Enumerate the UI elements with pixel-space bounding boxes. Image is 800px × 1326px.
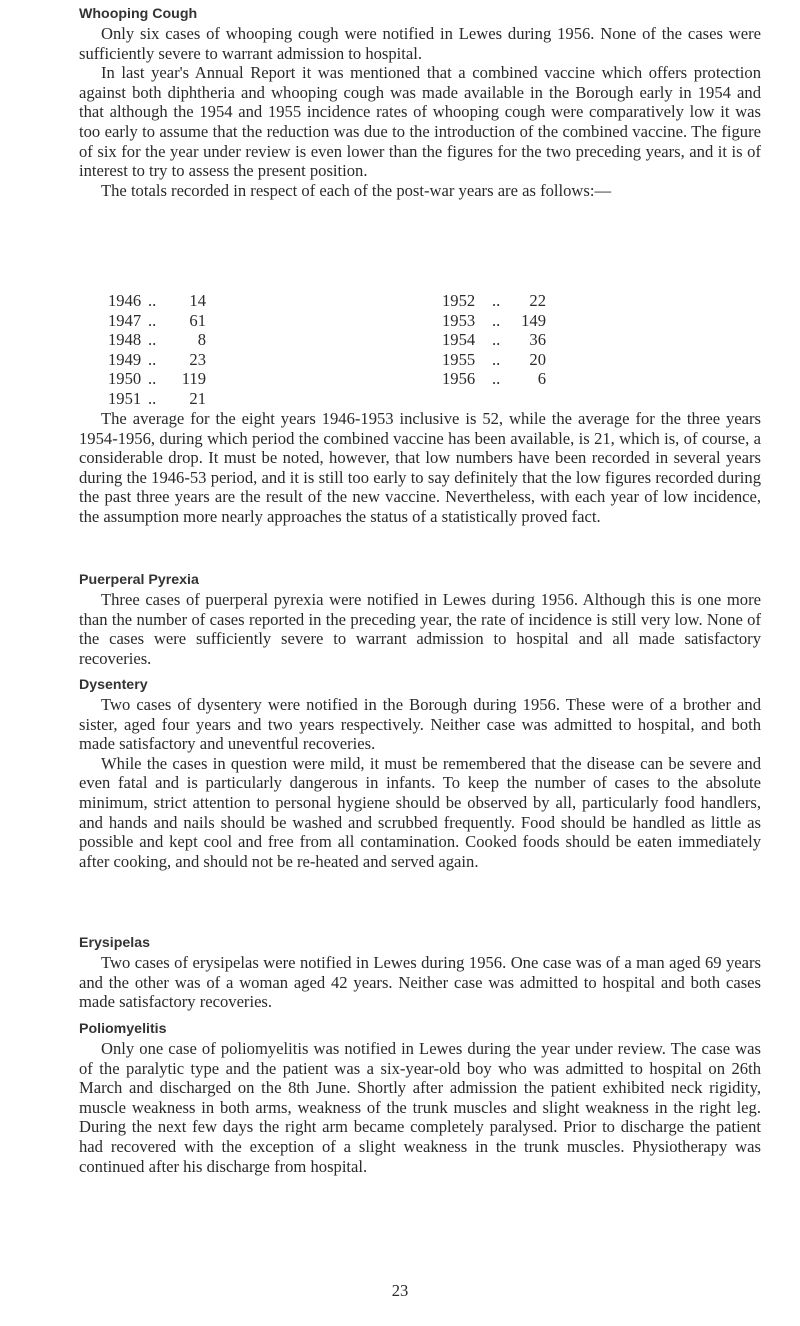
count-cell: 149 — [521, 310, 546, 330]
section-puerperal-pyrexia — [79, 571, 761, 668]
section-whooping-cough — [79, 5, 761, 200]
leader-dots: .. — [148, 388, 157, 408]
paragraph: Two cases of dysentery were notified in the Borough during 1956. These were of a brother and sister, aged four years and two years respectively. Neither case was admitted to hospital, and both made satisfactory and uneventful recoveries. — [79, 695, 761, 754]
year-cell: 1951 — [108, 388, 142, 408]
leader-dots: .. — [492, 330, 501, 350]
count-cell: 20 — [529, 349, 546, 369]
year-cell: 1956 — [442, 369, 476, 389]
paragraph: While the cases in question were mild, it must be remembered that the disease can be severe and even fatal and is particularly dangerous in infants. To keep the number of cases to the absolute minimum, strict attention to personal hygiene should be observed by all, particularly food handlers, and hands and nails should be washed and scrubbed frequently. Food should be handled as little as possible and kept cool and free from all contamination. Cooked foods should be eaten immediately after cooking, and should not be re-heated and served again. — [79, 753, 761, 871]
count-cell: 119 — [181, 369, 206, 389]
section-whooping-cough-continued — [79, 409, 761, 527]
leader-dots: .. — [492, 310, 501, 330]
year-cell: 1949 — [108, 349, 142, 369]
count-cell: 22 — [529, 291, 546, 310]
table-row — [108, 389, 668, 409]
year-cell: 1947 — [108, 310, 142, 330]
year-cell: 1948 — [108, 330, 142, 350]
section-erysipelas — [79, 934, 761, 1012]
count-cell: 36 — [529, 330, 546, 350]
count-cell: 14 — [189, 291, 206, 310]
year-cell: 1954 — [442, 330, 476, 350]
year-cell: 1946 — [108, 291, 142, 310]
leader-dots: .. — [492, 369, 501, 389]
year-cell: 1953 — [442, 310, 476, 330]
paragraph: The average for the eight years 1946-1953 inclusive is 52, while the average for the three years 1954-1956, during which period the combined vaccine has been available, is 21, which is, of course, a considerable drop. It must be noted, however, that low numbers have been recorded in several years during the 1946-53 period, and it is still too early to say definitely that the low figures recorded during the past three years are the result of the new vaccine. Nevertheless, with each year of low incidence, the assumption more nearly approaches the status of a statistically proved fact. — [79, 409, 761, 526]
table-row — [108, 291, 668, 311]
table-row — [108, 369, 668, 389]
count-cell: 6 — [537, 369, 546, 389]
leader-dots: .. — [492, 291, 501, 310]
count-cell: 23 — [189, 349, 206, 369]
table-row — [108, 350, 668, 370]
paragraph: Only one case of poliomyelitis was notified in Lewes during the year under review. The case was of the paralytic type and the patient was a six-year-old boy who was admitted to hospital on 26th March and discharged on the 8th June. Shortly after admission the patient exhibited neck rigidity, muscle weakness in both arms, weakness of the trunk muscles and slight weakness in the right leg. During the next few days the right arm became completely paralysed. Prior to discharge the patient had recovered with the exception of a slight weakness in the trunk muscles. Physiotherapy was continued after his discharge from hospital. — [79, 1039, 761, 1176]
page-number: 23 — [391, 1281, 409, 1300]
count-cell: 8 — [197, 330, 206, 350]
paragraph: Three cases of puerperal pyrexia were notified in Lewes during 1956. Although this is one more than the number of cases reported in the preceding year, the rate of incidence is still very low. None of the cases were sufficiently severe to warrant admission to hospital and all made satisfactory recoveries. — [79, 590, 761, 668]
leader-dots: .. — [148, 369, 157, 389]
leader-dots: .. — [148, 349, 157, 369]
leader-dots: .. — [148, 291, 157, 310]
leader-dots: .. — [492, 349, 501, 369]
year-cell: 1952 — [442, 291, 476, 310]
paragraph: Only six cases of whooping cough were notified in Lewes during 1956. None of the cases were sufficiently severe to warrant admission to hospital. — [79, 24, 761, 63]
section-dysentery — [79, 676, 761, 871]
section-heading: Whooping Cough — [79, 6, 198, 22]
section-heading: Puerperal Pyrexia — [79, 572, 199, 588]
year-cell: 1955 — [442, 349, 476, 369]
count-cell: 21 — [189, 388, 206, 408]
leader-dots: .. — [148, 330, 157, 350]
section-poliomyelitis — [79, 1020, 761, 1176]
paragraph: In last year's Annual Report it was mentioned that a combined vaccine which offers protection against both diphtheria and whooping cough was made available in the Borough early in 1954 and that although the 1954 and 1955 incidence rates of whooping cough were comparatively low it was too early to assume that the reduction was due to the introduction of the combined vaccine. The figure of six for the year under review is even lower than the figures for the two preceding years, and it is of interest to try to assess the present position. — [79, 63, 761, 181]
paragraph: The totals recorded in respect of each of the post-war years are as follows:— — [101, 180, 612, 200]
year-cell: 1950 — [108, 369, 142, 389]
table-row — [108, 311, 668, 331]
section-heading: Erysipelas — [79, 935, 150, 951]
paragraph: Two cases of erysipelas were notified in Lewes during 1956. One case was of a man aged 69 years and the other was of a woman aged 42 years. Neither case was admitted to hospital and both cases made satisfactory recoveries. — [79, 953, 761, 1012]
count-cell: 61 — [189, 310, 206, 330]
table-row — [108, 330, 668, 350]
leader-dots: .. — [148, 310, 157, 330]
section-heading: Dysentery — [79, 677, 148, 693]
section-heading: Poliomyelitis — [79, 1021, 167, 1037]
whooping-cough-table — [108, 291, 668, 409]
